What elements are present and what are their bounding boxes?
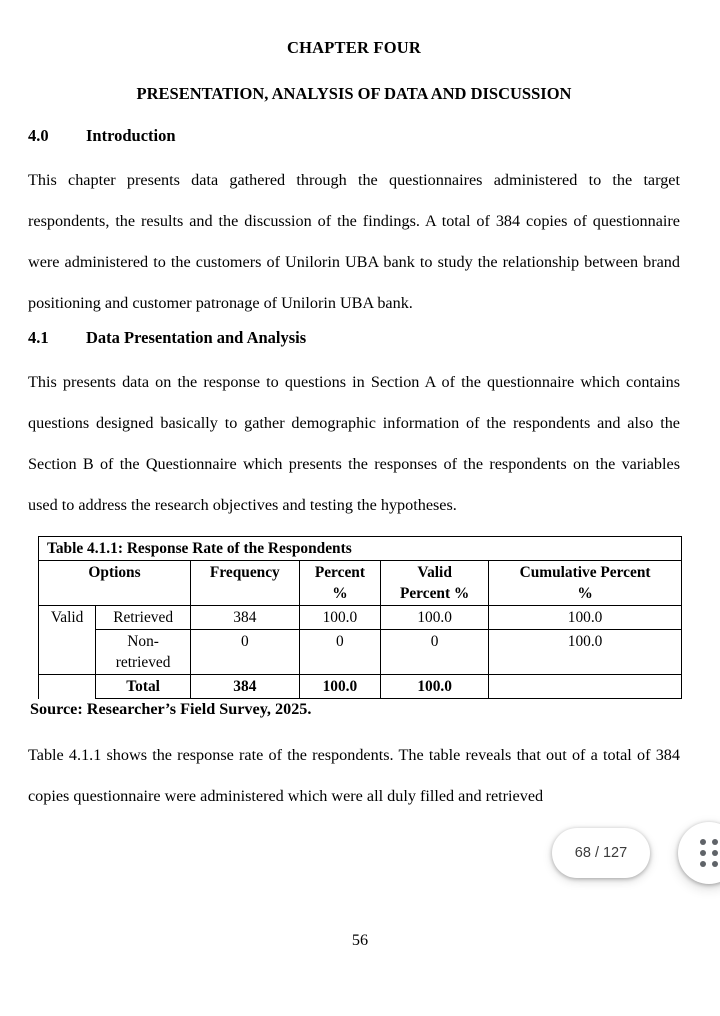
cell-frequency-non-retrieved: 0	[191, 630, 300, 675]
table-source-note: Source: Researcher’s Field Survey, 2025.	[30, 700, 312, 718]
cell-option-non-retrieved	[96, 630, 191, 675]
paragraph-introduction: This chapter presents data gathered through the questionnaires administered to the target respondents, the results and the discussion of the findings. A total of 384 copies of questionnaire were administered to the customers of Unilorin UBA bank to study the relationship between brand positioning and customer patronage of Unilorin UBA bank.	[28, 171, 680, 312]
header-frequency: Frequency	[191, 561, 300, 606]
cell-cumulative-retrieved: 100.0	[489, 606, 682, 630]
section-number: 4.1	[28, 328, 49, 347]
response-rate-table	[38, 536, 682, 699]
header-percent	[299, 561, 380, 606]
table-row	[39, 606, 682, 630]
cell-cumulative-non-retrieved: 100.0	[489, 630, 682, 675]
table-header-row	[39, 561, 682, 606]
cell-option-retrieved: Retrieved	[96, 606, 191, 630]
section-title: Data Presentation and Analysis	[86, 328, 307, 347]
cell-option-line2: retrieved	[115, 654, 171, 671]
paragraph-data-presentation: This presents data on the response to questions in Section A of the questionnaire which contains questions designed basically to gather demographic information of the respondents and also the Section B of the Questionnaire which presents the responses of the respondents on the variables used to address the research objectives and testing the hypotheses.	[28, 373, 680, 514]
cell-total-cumulative	[489, 675, 682, 699]
cell-option-line1: Non-	[127, 633, 159, 650]
document-subtitle: PRESENTATION, ANALYSIS OF DATA AND DISCUSSION	[136, 84, 572, 103]
section-heading-4-1	[28, 328, 680, 348]
page-indicator[interactable]: 68 / 127	[552, 828, 650, 878]
header-cumulative-line1: Cumulative Percent	[519, 564, 651, 581]
cell-total-valid-percent: 100.0	[381, 675, 489, 699]
cell-valid-percent-non-retrieved: 0	[381, 630, 489, 675]
paragraph-closing: Table 4.1.1 shows the response rate of the respondents. The table reveals that out of a total of 384 copies questionnaire were administered which were all duly filled and retrieved	[28, 746, 680, 805]
header-cumulative-percent	[489, 561, 682, 606]
cell-percent-retrieved: 100.0	[299, 606, 380, 630]
cell-total-percent: 100.0	[299, 675, 380, 699]
header-percent-line1: Percent	[314, 564, 365, 581]
cell-total-label: Total	[96, 675, 191, 699]
closing-paragraph-wrap	[28, 735, 680, 817]
cell-frequency-retrieved: 384	[191, 606, 300, 630]
grid-dots-icon	[698, 840, 720, 866]
total-spacer	[39, 675, 96, 699]
cell-total-frequency: 384	[191, 675, 300, 699]
header-cumulative-line2: %	[577, 585, 593, 602]
cell-valid-percent-retrieved: 100.0	[381, 606, 489, 630]
table-row	[39, 630, 682, 675]
section-title: Introduction	[86, 126, 176, 145]
table-caption: Table 4.1.1: Response Rate of the Respondents	[39, 537, 682, 561]
printed-page-number: 56	[351, 931, 369, 949]
header-percent-line2: %	[332, 585, 348, 602]
section-number: 4.0	[28, 126, 49, 145]
header-valid-line2: Percent %	[399, 585, 470, 602]
header-valid-line1: Valid	[417, 564, 452, 581]
header-options: Options	[39, 561, 191, 606]
more-options-button[interactable]	[678, 822, 720, 884]
table-total-row	[39, 675, 682, 699]
row-group-label: Valid	[39, 606, 96, 675]
table-caption-row	[39, 537, 682, 561]
chapter-title: CHAPTER FOUR	[287, 38, 421, 57]
header-valid-percent	[381, 561, 489, 606]
section-heading-4-0	[28, 126, 680, 146]
cell-percent-non-retrieved: 0	[299, 630, 380, 675]
